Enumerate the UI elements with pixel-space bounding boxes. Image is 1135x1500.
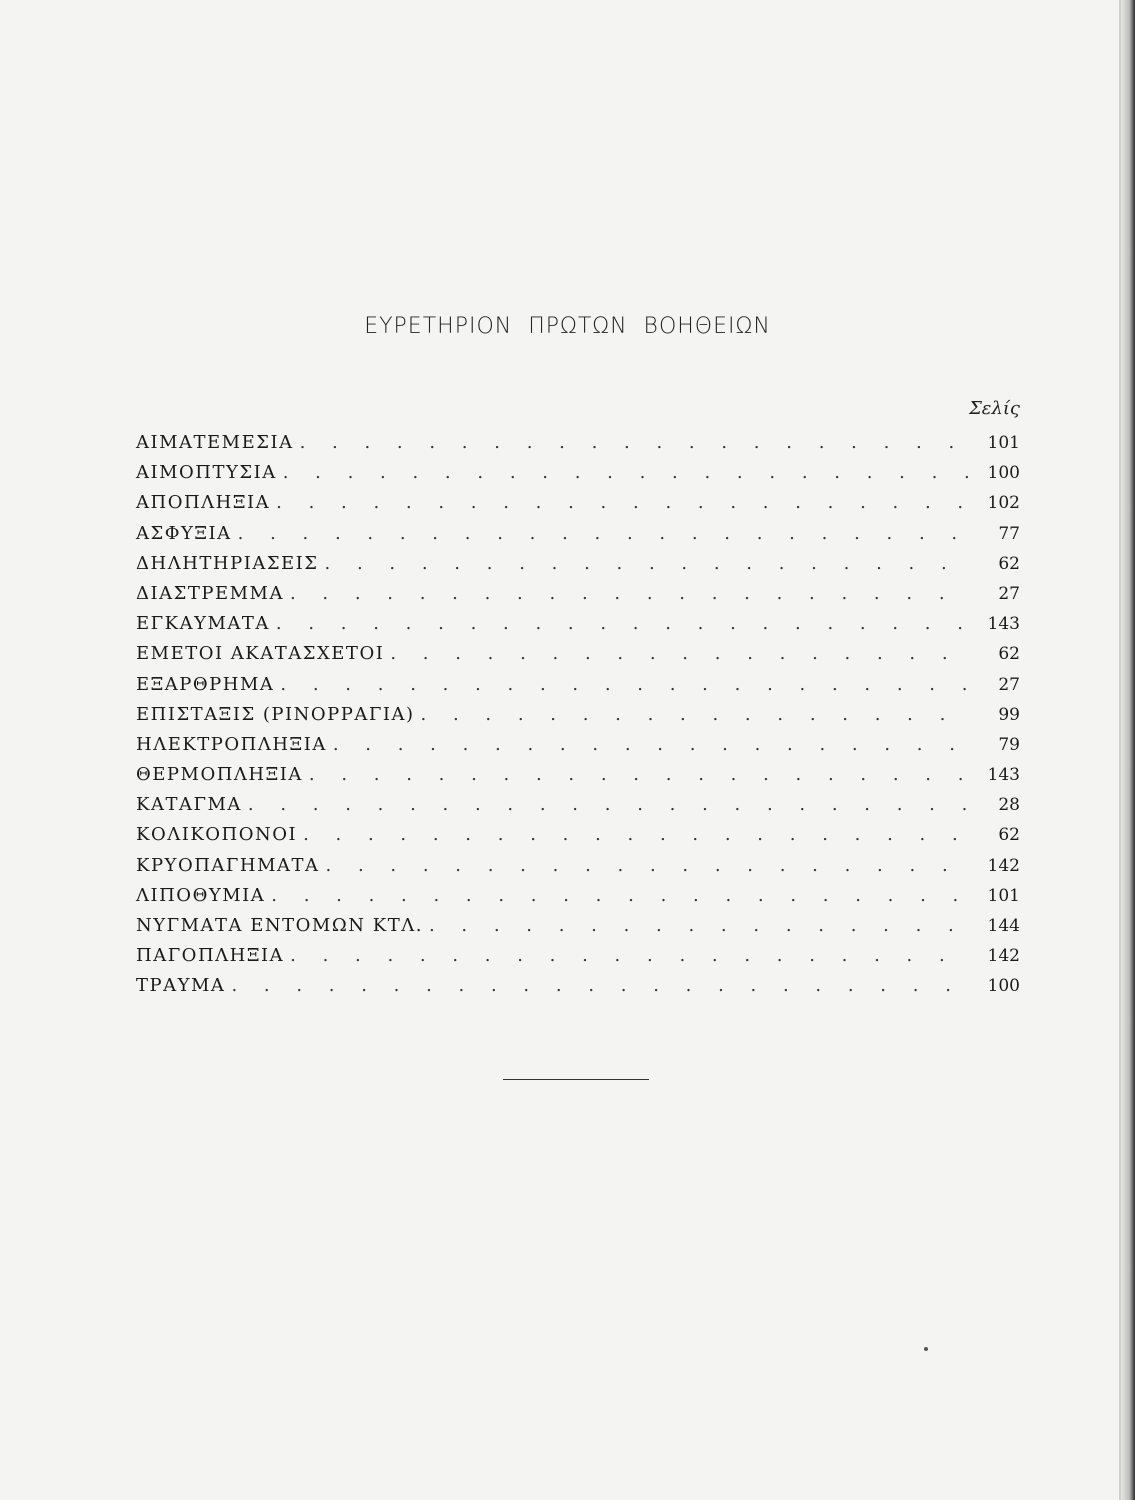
index-entry-page: 62 — [998, 644, 1020, 665]
index-entry — [136, 851, 1020, 881]
index-entry-page: 27 — [998, 583, 1020, 604]
dot-leader — [271, 881, 968, 911]
index-entry-page: 143 — [987, 765, 1020, 786]
index-entry — [136, 428, 1020, 458]
end-rule — [503, 1079, 649, 1080]
index-entry — [136, 760, 1020, 790]
index-entry — [136, 790, 1020, 820]
dot-leader — [421, 700, 969, 730]
index-entry-label: ΕΜΕΤΟΙ ΑΚΑΤΑΣΧΕΤΟΙ — [136, 643, 385, 665]
index-entry-label: ΔΙΑΣΤΡΕΜΜΑ — [136, 582, 284, 604]
index-entry-page: 27 — [998, 674, 1020, 695]
index-entry-page: 62 — [998, 553, 1020, 574]
index-entry-page: 101 — [987, 433, 1020, 453]
index-entry-label: ΘΕΡΜΟΠΛΗΞΙΑ — [136, 764, 303, 786]
index-entry — [136, 670, 1020, 700]
index-entry — [136, 458, 1020, 488]
dot-leader — [231, 971, 968, 1001]
index-entry — [136, 519, 1020, 549]
dot-leader — [280, 670, 968, 700]
index-entry-page: 144 — [987, 916, 1020, 936]
dot-leader — [283, 458, 968, 488]
dot-leader — [290, 941, 968, 971]
index-entry-page: 100 — [987, 463, 1020, 484]
page-edge-shadow — [1121, 0, 1135, 1500]
dot-leader — [248, 790, 968, 820]
index-entry-page: 62 — [998, 825, 1020, 846]
index-entry-page: 28 — [998, 795, 1020, 816]
index-entry-label: ΝΥΓΜΑΤΑ ΕΝΤΟΜΩΝ ΚΤΛ. — [136, 915, 423, 936]
index-entry-label: ΠΑΓΟΠΛΗΞΙΑ — [136, 945, 285, 967]
index-entry — [136, 971, 1020, 1001]
dot-leader — [238, 519, 968, 549]
dot-leader — [303, 820, 968, 850]
index-entry-label: ΑΣΦΥΞΙΑ — [136, 522, 232, 544]
index-entry-label: ΕΠΙΣΤΑΞΙΣ (ΡΙΝΟΡΡΑΓΙΑ) — [136, 703, 415, 725]
index-entry — [136, 639, 1020, 669]
index-entry — [136, 488, 1020, 518]
index-entry-label: ΗΛΕΚΤΡΟΠΛΗΞΙΑ — [136, 733, 327, 755]
dot-leader — [276, 609, 968, 639]
index-entry-page: 143 — [987, 614, 1020, 635]
dot-leader — [390, 639, 968, 669]
index-entry-label: ΚΡΥΟΠΑΓΗΜΑΤΑ — [136, 854, 320, 876]
index-entry-page: 142 — [987, 855, 1020, 876]
dot-leader — [309, 760, 968, 790]
index-entry — [136, 881, 1020, 911]
index-list — [136, 428, 1020, 1002]
index-entry — [136, 730, 1020, 760]
index-entry-label: ΑΠΟΠΛΗΞΙΑ — [136, 492, 271, 514]
index-entry-label: ΔΗΛΗΤΗΡΙΑΣΕΙΣ — [136, 552, 319, 574]
dot-leader — [300, 428, 968, 458]
index-entry-page: 101 — [987, 885, 1020, 906]
index-entry-page: 102 — [987, 493, 1020, 514]
dot-leader — [333, 730, 968, 760]
index-entry-label: ΤΡΑΥΜΑ — [136, 975, 226, 997]
dot-leader — [290, 579, 968, 609]
dot-leader — [326, 851, 968, 881]
page-title: ΕΥΡΕΤΗΡΙΟΝ ΠΡΩΤΩΝ ΒΟΗΘΕΙΩΝ — [364, 314, 771, 339]
index-entry — [136, 911, 1020, 941]
index-entry-page: 99 — [998, 704, 1020, 725]
index-entry — [136, 549, 1020, 579]
index-entry-label: ΚΟΛΙΚΟΠΟΝΟΙ — [136, 824, 298, 846]
index-entry — [136, 609, 1020, 639]
index-entry — [136, 700, 1020, 730]
index-entry-label: ΑΙΜΟΠΤΥΣΙΑ — [136, 462, 277, 484]
dot-leader — [276, 488, 968, 518]
index-entry-page: 142 — [987, 946, 1020, 967]
index-entry — [136, 941, 1020, 971]
page-column-header: Σελίς — [969, 398, 1020, 419]
dot-leader — [429, 911, 968, 941]
index-entry-label: ΕΞΑΡΘΡΗΜΑ — [136, 673, 275, 695]
index-entry-label: ΚΑΤΑΓΜΑ — [136, 794, 242, 816]
index-entry-label: ΕΓΚΑΥΜΑΤΑ — [136, 613, 270, 635]
index-entry-page: 79 — [998, 734, 1020, 755]
paper-speck — [924, 1347, 928, 1351]
index-entry-page: 100 — [987, 976, 1020, 997]
index-entry-label: ΛΙΠΟΘΥΜΙΑ — [136, 884, 266, 906]
index-entry — [136, 579, 1020, 609]
index-entry-page: 77 — [998, 523, 1020, 544]
index-entry-label: ΑΙΜΑΤΕΜΕΣΙΑ — [136, 432, 294, 453]
index-entry — [136, 820, 1020, 850]
dot-leader — [325, 549, 968, 579]
